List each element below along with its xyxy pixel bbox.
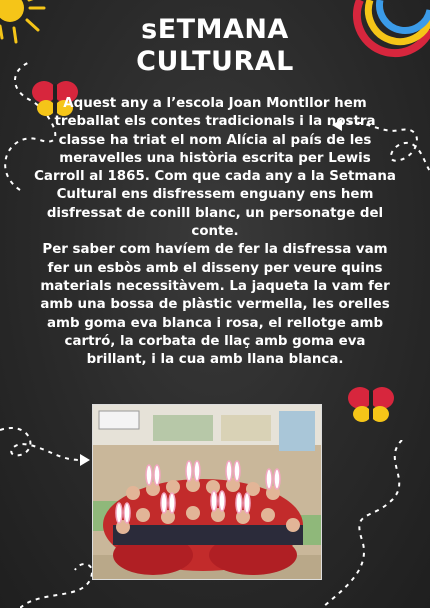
- title-line-2: CULTURAL: [136, 46, 294, 77]
- article-body: [34, 95, 396, 369]
- paragraph: Per saber com havíem de fer la disfressa vam fer un esbòs amb el disseny per veure quins materials necessitàvem. La jaqueta la vam fer amb una bossa de plàstic vermella, les orelles amb goma eva blanca i rosa, el rellotge amb cartró, la corbata de llaç amb goma eva brillant, i la cua amb llana blanca.: [40, 242, 390, 368]
- class-photo: [92, 404, 322, 580]
- paragraph: Aquest any a l’escola Joan Montllor hem treballat els contes tradicionals i la nostra classe ha triat el nom Alícia al país de les meravelles una història escrita per Lewis Carroll al 1865. Com que cada any a la Setmana Cultural ens disfressem enguany ens hem disfressat de conill blanc, un personatge del conte.: [34, 96, 396, 240]
- butterfly-icon: [346, 384, 396, 424]
- dashed-arrow-icon: [0, 420, 92, 480]
- page-title: [0, 14, 430, 78]
- title-line-1: sETMANA: [141, 14, 289, 45]
- dashed-arrow-icon: [322, 440, 430, 608]
